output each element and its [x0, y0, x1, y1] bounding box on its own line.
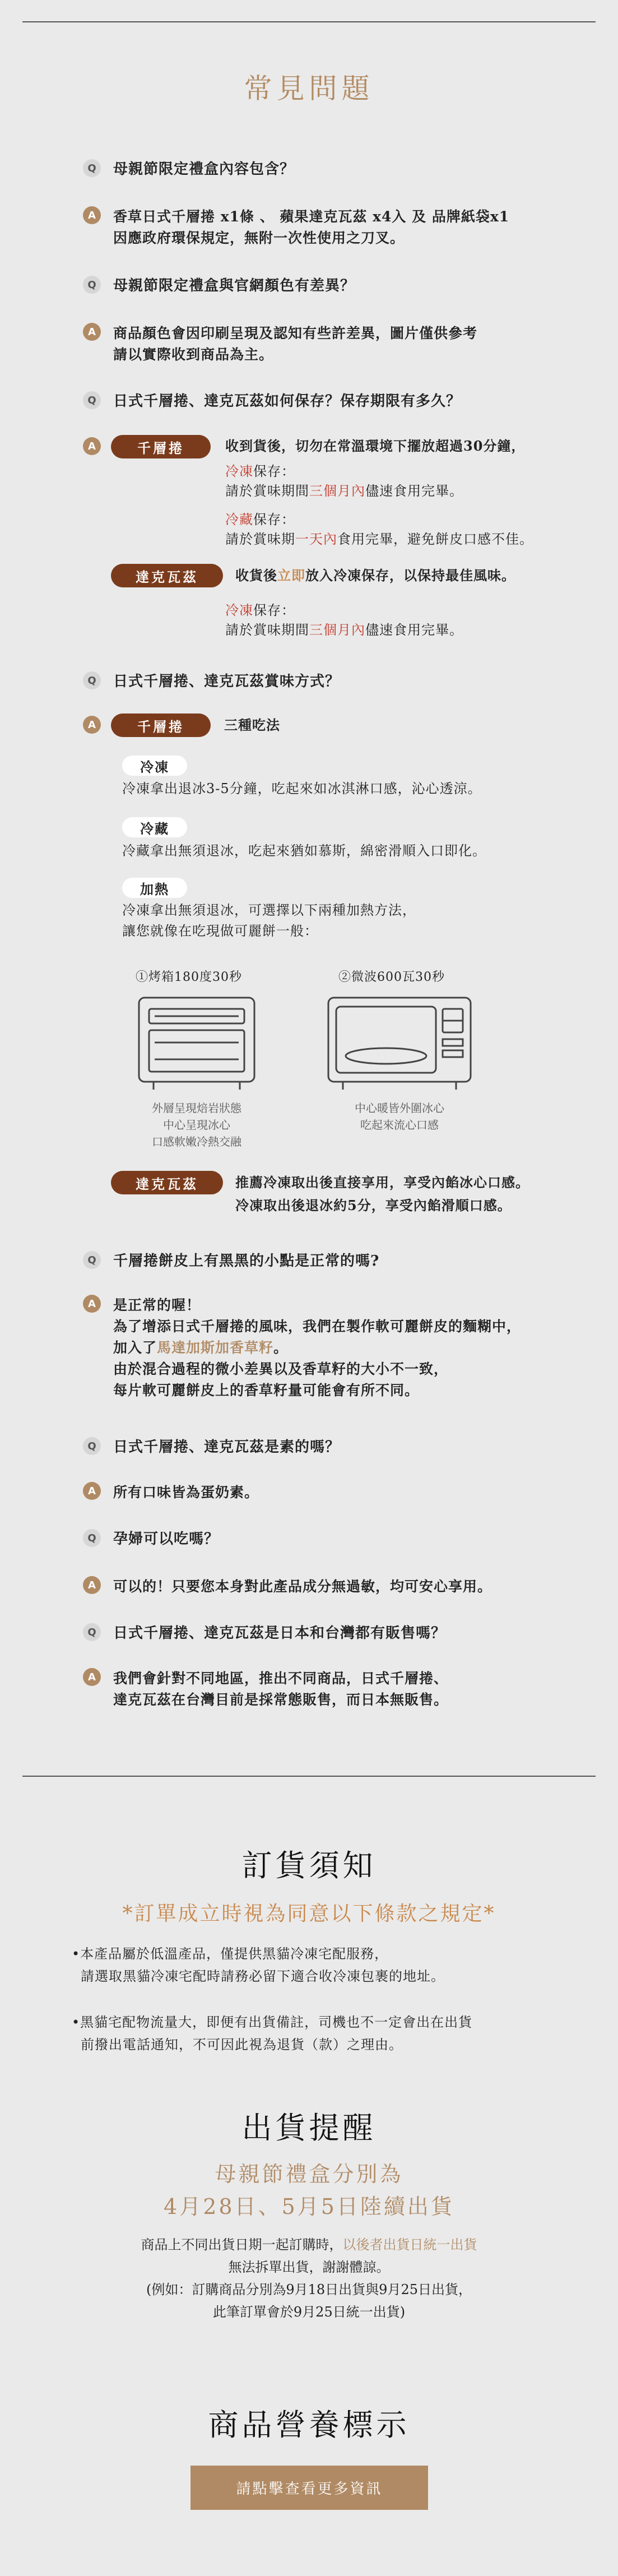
order-notice-subtitle: *訂單成立時視為同意以下條款之規定*	[122, 1902, 496, 1925]
way-fridge-text: 冷藏拿出無須退冰，吃起來猶如慕斯，綿密滑順入口即化。	[122, 843, 486, 859]
microwave-label: ②微波600瓦30秒	[338, 970, 445, 984]
nutrition-more-info-button[interactable]: 請點擊查看更多資訊	[190, 2466, 428, 2510]
oven-caption	[123, 1100, 270, 1150]
text-segment: 。	[273, 1340, 289, 1356]
highlight: 三個月內	[309, 622, 365, 638]
faq-answer-8	[83, 1668, 448, 1711]
order-bullet-2	[72, 2011, 472, 2056]
highlight: 三個月內	[309, 483, 365, 499]
oven-icon	[134, 993, 259, 1093]
text-segment: 加入了	[113, 1340, 157, 1356]
q-badge: Q	[83, 391, 101, 409]
a-badge: A	[83, 206, 101, 224]
save-label: 保存：	[253, 512, 295, 527]
q-badge: Q	[83, 1529, 101, 1547]
q-badge: Q	[83, 671, 101, 689]
text-segment: 食用完畢，避免餅皮口感不佳。	[337, 531, 533, 547]
text-segment: 請於賞味期間	[225, 483, 309, 499]
nutrition-title: 商品營養標示	[208, 2407, 410, 2443]
question-text: 日式千層捲、達克瓦茲是素的嗎？	[113, 1439, 341, 1456]
faq-question-2	[83, 276, 355, 296]
faq-answer-5	[83, 1295, 521, 1401]
faq-answer-6	[83, 1482, 259, 1503]
bullet-line: 請選取黑貓冷凍宅配時請務必留下適合收冷凍包裹的地址。	[81, 1968, 445, 1984]
q-badge: Q	[83, 159, 101, 177]
frozen-label: 冷凍	[225, 603, 253, 618]
q-badge: Q	[83, 276, 101, 294]
storage-dacq-frozen	[225, 600, 295, 621]
caption-line: 中心呈現冰心	[163, 1118, 230, 1132]
storage-mille-frozen-detail	[225, 481, 463, 502]
storage-dacq-frozen-detail	[225, 620, 463, 641]
shipping-title: 出貨提醒	[241, 2110, 377, 2146]
caption-line: 口感軟嫩冷熱交融	[152, 1135, 241, 1148]
faq-question-3	[83, 391, 461, 411]
bullet-line: •本產品屬於低溫產品，僅提供黑貓冷凍宅配服務，	[72, 1946, 389, 1962]
question-text: 母親節限定禮盒內容包含？	[113, 161, 295, 178]
answer-text: 可以的！只要您本身對此產品成分無過敏，均可安心享用。	[113, 1578, 492, 1595]
faq-title: 常見問題	[244, 72, 374, 105]
microwave-caption	[324, 1100, 475, 1133]
bullet-line: •黑貓宅配物流量大，即便有出貨備註，司機也不一定會出在出貨	[72, 2014, 473, 2030]
highlight: 馬達加斯加香草籽	[157, 1340, 274, 1356]
way-heat-pill: 加熱	[122, 878, 187, 898]
way-fridge-pill: 冷藏	[122, 817, 187, 837]
q-badge: Q	[83, 1437, 101, 1455]
question-text: 日式千層捲、達克瓦茲如何保存？保存期限有多久？	[113, 393, 462, 410]
pill-dacquoise: 達克瓦茲	[111, 1171, 223, 1194]
storage-mille-head: 收到貨後，切勿在常溫環境下擺放超過30分鐘，	[225, 438, 526, 454]
a-badge: A	[83, 1295, 101, 1313]
shipping-sub1: 母親節禮盒分別為	[215, 2162, 403, 2186]
way-frozen-pill: 冷凍	[122, 756, 187, 776]
fridge-label: 冷藏	[225, 512, 253, 527]
pill-mille-crepe: 千層捲	[111, 435, 211, 458]
question-text: 日式千層捲、達克瓦茲是日本和台灣都有販售嗎？	[113, 1625, 447, 1642]
answer-text	[113, 323, 477, 365]
caption-line: 中心暖皆外圍冰心	[355, 1101, 444, 1115]
text-segment: 收貨後	[235, 567, 277, 583]
way-heat-line2: 讓您就像在吃現做可麗餅一般：	[122, 923, 318, 939]
save-label: 保存：	[253, 603, 295, 618]
text-segment: 請於賞味期	[225, 531, 295, 547]
shipping-line3: (例如：訂購商品分別為9月18日出貨與9月25日出貨，	[146, 2282, 472, 2297]
dacq-eat-line2: 冷凍取出後退冰約5分，享受內餡滑順口感。	[235, 1197, 512, 1213]
question-text: 母親節限定禮盒與官網顏色有差異？	[113, 277, 356, 294]
a-badge: A	[83, 1482, 101, 1500]
caption-line: 外層呈現焙岩狀態	[152, 1101, 241, 1115]
answer-line: 我們會針對不同地區，推出不同商品，日式千層捲、	[113, 1670, 449, 1687]
section-divider	[22, 1776, 596, 1777]
faq-question-5	[83, 1251, 379, 1271]
answer-line: 每片軟可麗餅皮上的香草籽量可能會有所不同。	[113, 1382, 420, 1398]
answer-line: 因應政府環保規定，無附一次性使用之刀叉。	[113, 230, 405, 246]
pill-mille-crepe: 千層捲	[111, 714, 211, 737]
answer-line: 由於混合過程的微小差異以及香草籽的大小不一致，	[113, 1361, 449, 1377]
order-notice-title: 訂貨須知	[241, 1848, 377, 1883]
faq-answer-7	[83, 1576, 492, 1597]
storage-mille-frozen	[225, 461, 295, 482]
question-text: 日式千層捲、達克瓦茲賞味方式？	[113, 673, 341, 690]
faq-answer-2	[83, 323, 477, 365]
bullet-line: 前撥出電話通知，不可因此視為退貨（款）之理由。	[81, 2037, 403, 2053]
answer-line: 達克瓦茲在台灣目前是採常態販售，而日本無販售。	[113, 1692, 449, 1708]
three-ways-label: 三種吃法	[224, 717, 280, 733]
storage-dacq-head	[235, 565, 515, 586]
text-segment: 儘速食用完畢。	[365, 483, 463, 499]
top-divider	[22, 21, 596, 22]
shipping-line1	[0, 2234, 618, 2255]
answer-line: 商品顏色會因印刷呈現及認知有些許差異，圖片僅供參考	[113, 325, 478, 341]
highlight: 立即	[277, 567, 305, 583]
order-bullet-1	[72, 1943, 445, 1987]
shipping-line2: 無法拆單出貨，謝謝體諒。	[228, 2259, 390, 2275]
oven-label: ①烤箱180度30秒	[136, 970, 242, 984]
shipping-line4: 此筆訂單會於9月25日統一出貨)	[212, 2304, 406, 2320]
storage-mille-fridge	[225, 509, 295, 530]
frozen-label: 冷凍	[225, 464, 253, 479]
caption-line: 吃起來流心口感	[360, 1118, 439, 1132]
faq-question-4	[83, 671, 340, 692]
highlight: 以後者出貨日統一出貨	[342, 2237, 477, 2253]
answer-line: 請以實際收到商品為主。	[113, 346, 274, 363]
pill-dacquoise: 達克瓦茲	[111, 564, 223, 587]
a-badge: A	[83, 716, 101, 734]
highlight: 一天內	[295, 531, 337, 547]
answer-text	[113, 1668, 448, 1711]
answer-line: 香草日式千層捲 x1條 、 蘋果達克瓦茲 x4入 及 品牌紙袋x1	[113, 209, 510, 225]
question-text: 千層捲餅皮上有黑黑的小點是正常的嗎?	[113, 1253, 380, 1270]
q-badge: Q	[83, 1251, 101, 1269]
q-badge: Q	[83, 1623, 101, 1641]
microwave-icon	[324, 993, 475, 1093]
answer-line	[113, 1337, 521, 1359]
a-badge: A	[83, 1576, 101, 1594]
a-badge: A	[83, 1668, 101, 1686]
way-frozen-text: 冷凍拿出退冰3-5分鐘，吃起來如冰淇淋口感，沁心透涼。	[122, 781, 482, 796]
shipping-sub2: 4月28日、5月5日陸續出貨	[164, 2194, 454, 2219]
answer-line: 為了增添日式千層捲的風味，我們在製作軟可麗餅皮的麵糊中，	[113, 1318, 522, 1335]
dacq-eat-line1: 推薦冷凍取出後直接享用，享受內餡冰心口感。	[235, 1174, 529, 1190]
faq-answer-1	[83, 206, 509, 249]
answer-text: 所有口味皆為蛋奶素。	[113, 1484, 259, 1500]
a-badge: A	[83, 323, 101, 341]
faq-question-8	[83, 1623, 446, 1643]
text-segment: 商品上不同出貨日期一起訂購時，	[141, 2237, 343, 2253]
save-label: 保存：	[253, 464, 295, 479]
text-segment: 放入冷凍保存，以保持最佳風味。	[305, 567, 515, 583]
answer-line: 是正常的喔！	[113, 1297, 201, 1313]
answer-text	[113, 206, 509, 249]
storage-mille-fridge-detail	[225, 529, 533, 550]
way-heat-line1: 冷凍拿出無須退冰，可選擇以下兩種加熱方法，	[122, 902, 416, 918]
faq-question-7	[83, 1529, 219, 1549]
faq-question-1	[83, 159, 295, 179]
a-badge: A	[83, 437, 101, 455]
question-text: 孕婦可以吃嗎？	[113, 1531, 220, 1548]
answer-text	[113, 1295, 521, 1401]
text-segment: 請於賞味期間	[225, 622, 309, 638]
faq-question-6	[83, 1437, 340, 1457]
text-segment: 儘速食用完畢。	[365, 622, 463, 638]
